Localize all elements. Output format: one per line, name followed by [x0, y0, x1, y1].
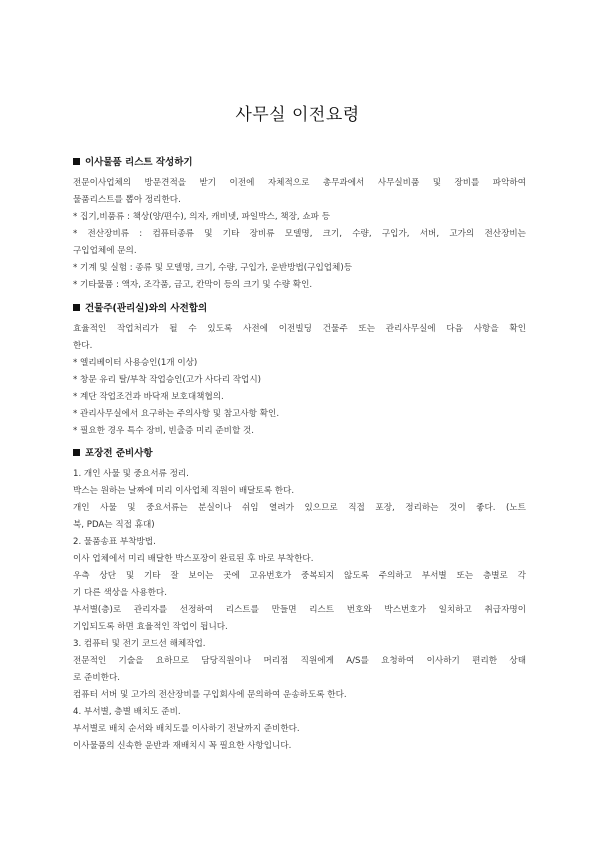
body-line: * 창문 유리 탈/부착 작업승인(고가 사다리 작업시) — [73, 375, 262, 385]
body-line: 기 다른 색상을 사용한다. — [73, 588, 167, 598]
body-line: * 엘리베이터 사용승인(1개 이상) — [73, 358, 198, 368]
section-moving-items-list — [73, 156, 526, 294]
body-line: 우측 상단 및 기타 잘 보이는 곳에 고유번호가 중복되지 않도록 주의하고 부서별 또는 층별로 각 — [73, 571, 526, 581]
body-line: 전문이사업체의 방문견적을 받기 이전에 자체적으로 총무과에서 사무실비품 및 장비를 파악하여 — [73, 178, 526, 188]
body-line: 전문적인 기술을 요하므로 담당직원이나 머리점 직원에게 A/S를 요청하여 이사하기 편리한 상태 — [73, 656, 526, 666]
body-line: 한다. — [73, 341, 93, 351]
body-line: 이사물품의 신속한 운반과 재배치시 꼭 필요한 사항입니다. — [73, 741, 292, 751]
page-title: 사무실 이전요령 — [235, 105, 360, 125]
body-line: * 필요한 경우 특수 장비, 빈출증 미리 준비할 것. — [73, 426, 255, 436]
square-bullet-icon — [73, 158, 80, 165]
body-line: 로 준비한다. — [73, 673, 120, 683]
body-line: 기입되도록 하면 효율적인 작업이 됩니다. — [73, 622, 228, 632]
body-line: 컴퓨터 서버 및 고가의 전산장비를 구입회사에 문의하여 운송하도록 한다. — [73, 690, 347, 700]
body-line: * 계단 작업조건과 바닥재 보호대책협의. — [73, 392, 224, 402]
body-line: * 기계 및 실험 : 종류 및 모델명, 크기, 수량, 구입가, 운반방법(구입업체)등 — [73, 263, 353, 273]
body-line: 부서별(층)로 관리자를 선정하여 리스트를 만들면 리스트 번호와 박스번호가 일치하고 취급자명이 — [73, 605, 526, 615]
section-heading: 이사물품 리스트 작성하기 — [73, 156, 526, 170]
body-line: * 관리사무실에서 요구하는 주의사항 및 참고사항 확인. — [73, 409, 280, 419]
body-line: 2. 물품송표 부착방법. — [73, 537, 156, 547]
section-heading: 건물주(관리실)와의 사전합의 — [73, 302, 526, 316]
section-packing-preparation — [73, 447, 526, 755]
body-line: 부서별로 배치 순서와 배치도를 이사하기 전날까지 준비한다. — [73, 724, 300, 734]
square-bullet-icon — [73, 449, 80, 456]
body-line: 구입업체에 문의. — [73, 246, 137, 256]
section-building-agreement — [73, 302, 526, 440]
body-line: 박스는 원하는 날짜에 미리 이사업체 직원이 배달토록 한다. — [73, 486, 295, 496]
body-line: 효율적인 작업처리가 될 수 있도록 사전에 이전빌딩 건물주 또는 관리사무실에 다음 사항을 확인 — [73, 324, 526, 334]
body-line: * 전산장비류 : 컴퓨터종류 및 기타 장비류 모델명, 크기, 수량, 구입가, 서버, 고가의 전산장비는 — [73, 229, 526, 239]
body-line: 물품리스트를 뽑아 정리한다. — [73, 195, 181, 205]
body-line: 개인 사물 및 중요서류는 분실이나 쉬임 열려가 있으므로 직접 포장, 정리하는 것이 좋다. (노트 — [73, 503, 526, 513]
body-line: 4. 부서별, 층별 배치도 준비. — [73, 707, 181, 717]
body-line: * 기타물품 : 액자, 조각품, 금고, 칸막이 등의 크기 및 수량 확인. — [73, 280, 313, 290]
body-line: 북, PDA는 직접 휴대) — [73, 520, 155, 530]
body-line: 3. 컴퓨터 및 전기 코드선 해체작업. — [73, 639, 206, 649]
body-line: * 집기,비품류 : 책상(양/편수), 의자, 캐비넷, 파일박스, 책장, 쇼파 등 — [73, 212, 331, 222]
section-heading: 포장전 준비사항 — [73, 447, 526, 461]
body-line: 1. 개인 사물 및 중요서류 정리. — [73, 469, 189, 479]
body-line: 이사 업체에서 미리 배달한 박스포장이 완료된 후 바로 부착한다. — [73, 554, 314, 564]
square-bullet-icon — [73, 304, 80, 311]
